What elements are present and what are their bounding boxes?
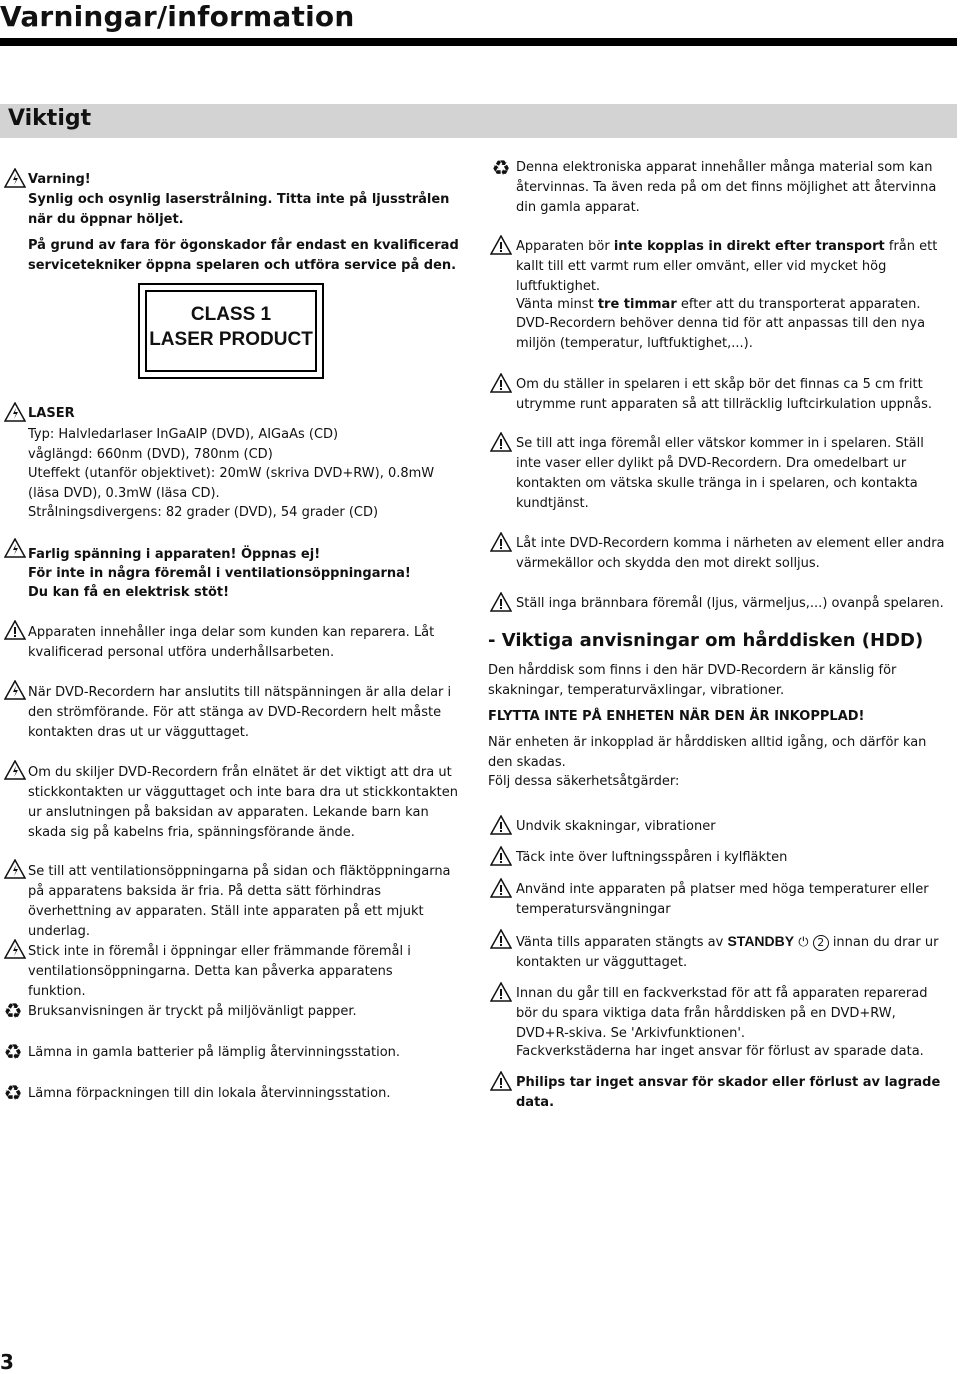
power-icon: ⏻: [798, 935, 809, 950]
no-user-parts: Apparaten innehåller inga delar som kunden kan reparera. Låt kvalificerad personal utföra underhållsarbeten.: [28, 625, 435, 660]
laser-output: Uteffekt (utanför objektivet): 20mW (skriva DVD+RW), 0.8mW (läsa DVD), 0.3mW (läsa CD).: [28, 466, 435, 501]
recycle-icon: ♻: [3, 999, 23, 1023]
laser-label-line1: CLASS 1: [190, 304, 272, 325]
laser-type: Typ: Halvledarlaser InGaAIP (DVD), AIGaAs (CD): [28, 427, 339, 442]
hdd-wait-note: [516, 931, 951, 973]
hdd-follow: Följ dessa säkerhetsåtgärder:: [488, 774, 680, 789]
warning-icon: [490, 592, 512, 612]
recycle-materials: Denna elektroniska apparat innehåller många material som kan återvinnas. Ta även reda på om det finns möjlighet att återvinna din gamla apparat.: [516, 160, 937, 215]
voltage-line3: Du kan få en elektrisk stöt!: [28, 585, 230, 600]
section-title: Viktigt: [8, 106, 92, 131]
voltage-warning-icon: [4, 939, 26, 959]
recycle-icon: ♻: [491, 156, 511, 180]
page-title: Varningar/information: [0, 0, 355, 33]
service-note: På grund av fara för ögonskador får endast en kvalificerad servicetekniker öppna spelaren och utföra service på den.: [28, 238, 459, 273]
voltage-warning-icon: [4, 680, 26, 700]
disconnect-note: Om du skiljer DVD-Recordern från elnätet är det viktigt att dra ut stickkontakten ur vägguttaget och inte bara dra ut stickkontakten ur anslutningen på baksidan av apparaten. Lekande barn kan skada sig på kabelns fria, spänningsförande ände.: [28, 765, 458, 840]
warning-icon: [490, 373, 512, 393]
warning-icon: [490, 432, 512, 452]
laser-warning-icon: [4, 402, 26, 422]
voltage-line1: Farlig spänning i apparaten! Öppnas ej!: [28, 547, 321, 562]
hdd-liability-note: Fackverkstäderna har inget ansvar för förlust av sparade data.: [516, 1044, 924, 1059]
transport-bold: inte kopplas in direkt efter transport: [613, 239, 885, 254]
hdd-wait-pre: Vänta tills apparaten stängts av: [516, 935, 728, 950]
wait-bold: tre timmar: [597, 297, 677, 312]
recycle-paper: Bruksanvisningen är tryckt på miljövänligt papper.: [28, 1004, 357, 1019]
wait-post: efter att du transporterat apparaten.: [676, 297, 921, 312]
warning-icon: [490, 878, 512, 898]
voltage-warning-icon: [4, 538, 26, 558]
laser-class-label: [138, 283, 324, 379]
voltage-warning-icon: [4, 859, 26, 879]
laser-label-line2: LASER PRODUCT: [149, 329, 313, 350]
laser-divergence: Strålningsdivergens: 82 grader (DVD), 54 grader (CD): [28, 505, 379, 520]
hdd-cover: Täck inte över luftningsspåren i kylfläkten: [516, 850, 788, 865]
adjust-note: DVD-Recordern behöver denna tid för att anpassas till den nya miljön (temperatur, luftfuktighet,...).: [516, 316, 926, 351]
laser-warning-icon: [4, 168, 26, 188]
title-divider: [0, 38, 957, 46]
standby-power-note: När DVD-Recordern har anslutits till nätspänningen är alla delar i den strömförande. För att stänga av DVD-Recordern helt måste kontakten dras ut ur vägguttaget.: [28, 685, 452, 740]
hdd-running: När enheten är inkopplad är hårddisken alltid igång, och därför kan den skadas.: [488, 735, 927, 770]
voltage-line2: För inte in några föremål i ventilationsöppningarna!: [28, 566, 411, 581]
hdd-intro: Den hårddisk som finns i den här DVD-Recordern är känslig för skakningar, temperaturväxlingar, vibrationer.: [488, 663, 897, 698]
warning-icon: [490, 982, 512, 1002]
recycle-icon: ♻: [3, 1081, 23, 1105]
warning-body: Synlig och osynlig laserstrålning. Titta inte på ljusstrålen när du öppnar höljet.: [28, 192, 450, 227]
hdd-wait-post: innan du drar ur kontakten ur vägguttaget.: [516, 935, 939, 970]
warning-icon: [490, 929, 512, 949]
heat-note: Låt inte DVD-Recordern komma i närheten av element eller andra värmekällor och skydda den mot direkt solljus.: [516, 536, 945, 571]
voltage-warning-icon: [4, 760, 26, 780]
transport-post: från ett kallt till ett varmt rum eller omvänt, eller vid mycket hög luftfuktighet.: [516, 239, 938, 294]
no-objects-note: Stick inte in föremål i öppningar eller främmande föremål i ventilationsöppningarna. Detta kan påverka apparatens funktion.: [28, 944, 411, 999]
recycle-batteries: Lämna in gamla batterier på lämplig återvinningsstation.: [28, 1045, 401, 1060]
warning-icon: [490, 815, 512, 835]
hdd-heading: - Viktiga anvisningar om hårddisken (HDD): [488, 630, 924, 651]
warning-icon: [490, 532, 512, 552]
wait-pre: Vänta minst: [516, 297, 598, 312]
transport-note: [516, 237, 951, 297]
warning-icon: [490, 846, 512, 866]
standby-label: STANDBY: [727, 933, 795, 949]
hdd-temperature: Använd inte apparaten på platser med höga temperaturer eller temperatursvängningar: [516, 882, 929, 917]
section-header: [0, 104, 957, 138]
ventilation-note: Se till att ventilationsöppningarna på sidan och fläktöppningarna på apparatens baksida är fria. På detta sätt förhindras överhettning av apparaten. Ställ inte apparaten på ett mjukt underlag.: [28, 864, 451, 939]
wait-note: [516, 295, 951, 315]
circled-number-2: 2: [813, 935, 829, 951]
philips-disclaimer: Philips tar inget ansvar för skador eller förlust av lagrade data.: [516, 1075, 941, 1110]
warning-icon: [490, 1071, 512, 1091]
warning-icon: [4, 620, 26, 640]
warning-icon: [490, 235, 512, 255]
recycle-packaging: Lämna förpackningen till din lokala återvinningsstation.: [28, 1086, 391, 1101]
flames-note: Ställ inga brännbara föremål (ljus, värmeljus,...) ovanpå spelaren.: [516, 596, 944, 611]
liquids-note: Se till att inga föremål eller vätskor kommer in i spelaren. Ställ inte vaser eller dylikt på DVD-Recordern. Dra omedelbart ur kontakten om vätska skulle tränga in i spelaren, och kontakta kundtjänst.: [516, 436, 924, 511]
hdd-shock: Undvik skakningar, vibrationer: [516, 819, 716, 834]
warning-title: Varning!: [28, 172, 91, 187]
hdd-backup-note: Innan du går till en fackverkstad för att få apparaten reparerad bör du spara viktiga data från hårddisken på en DVD+RW, DVD+R-skiva. Se 'Arkivfunktionen'.: [516, 986, 928, 1041]
hdd-caps-warning: FLYTTA INTE PÅ ENHETEN NÄR DEN ÄR INKOPPLAD!: [488, 709, 865, 724]
laser-title: LASER: [28, 406, 75, 421]
laser-wavelength: våglängd: 660nm (DVD), 780nm (CD): [28, 447, 273, 462]
cabinet-note: Om du ställer in spelaren i ett skåp bör det finnas ca 5 cm fritt utrymme runt apparaten så att tillräcklig luftcirkulation uppnås.: [516, 377, 933, 412]
recycle-icon: ♻: [3, 1040, 23, 1064]
transport-pre: Apparaten bör: [516, 239, 614, 254]
page-number: 3: [0, 1350, 14, 1374]
